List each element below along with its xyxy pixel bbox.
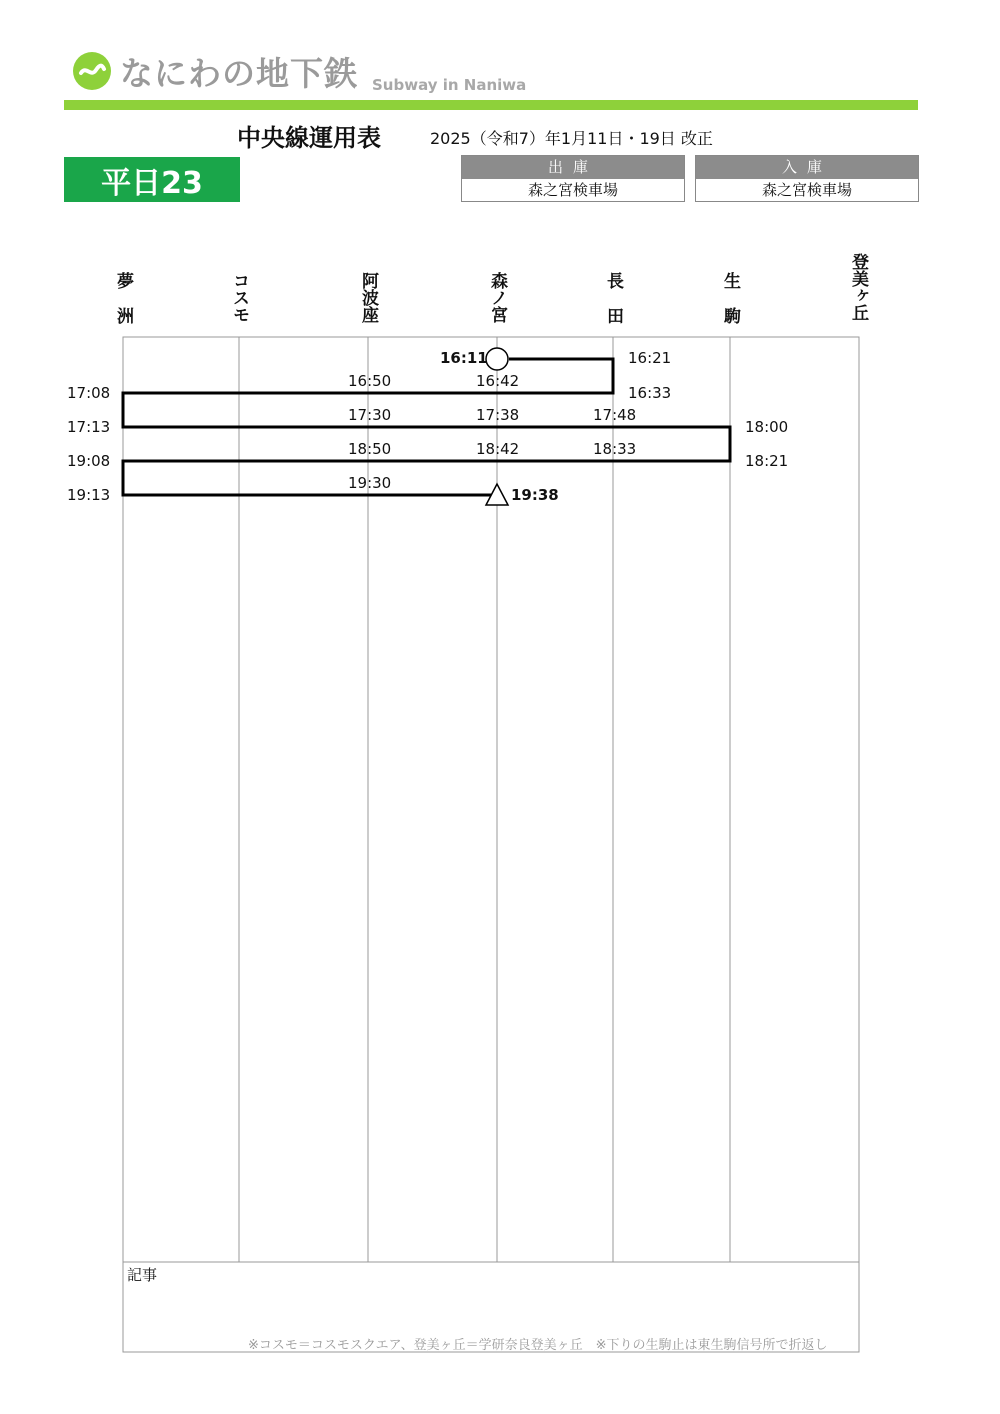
departure-label: 出庫	[462, 156, 684, 179]
time-label: 18:21	[745, 452, 789, 470]
time-label: 17:13	[67, 418, 111, 436]
time-label: 19:08	[67, 452, 111, 470]
arrival-label: 入庫	[696, 156, 918, 179]
station-name: 登美ヶ丘	[848, 253, 868, 321]
station-name: 森ノ宮	[487, 272, 507, 323]
time-label: 18:42	[476, 440, 520, 458]
footnote: ※コスモ＝コスモスクエア、登美ヶ丘＝学研奈良登美ヶ丘 ※下りの生駒止は東生駒信号所で折返し	[248, 1338, 828, 1353]
time-label: 16:50	[348, 372, 392, 390]
time-label: 17:48	[593, 406, 637, 424]
service-badge: 平日23	[64, 157, 240, 202]
time-label: 18:50	[348, 440, 392, 458]
time-label: 18:00	[745, 418, 789, 436]
departure-place: 森之宮検車場	[527, 181, 618, 199]
time-label: 17:30	[348, 406, 392, 424]
time-label: 19:30	[348, 474, 392, 492]
revision-date: 2025（令和7）年1月11日・19日 改正	[430, 129, 713, 148]
logo-subtitle: Subway in Naniwa	[372, 76, 527, 94]
time-label: 16:33	[628, 384, 672, 402]
depart-marker-icon	[486, 348, 508, 370]
page-title: 中央線運用表	[237, 124, 381, 152]
logo-text: なにわの地下鉄	[120, 54, 358, 93]
notes-label: 記事	[127, 1266, 158, 1284]
time-label: 19:13	[67, 486, 111, 504]
station-name: 生駒	[720, 272, 740, 342]
station-name: 阿波座	[358, 272, 378, 323]
time-label: 16:21	[628, 349, 672, 367]
route-line	[123, 359, 730, 495]
time-label: 17:08	[67, 384, 111, 402]
time-label: 16:11	[440, 349, 488, 367]
time-label: 16:42	[476, 372, 520, 390]
time-label: 17:38	[476, 406, 520, 424]
station-name: 長田	[603, 272, 623, 342]
arrival-place: 森之宮検車場	[761, 181, 852, 199]
time-label: 18:33	[593, 440, 637, 458]
station-name: コスモ	[229, 272, 249, 323]
station-name: 夢洲	[113, 272, 133, 342]
time-label: 19:38	[511, 486, 559, 504]
diagram-frame	[123, 337, 859, 1352]
